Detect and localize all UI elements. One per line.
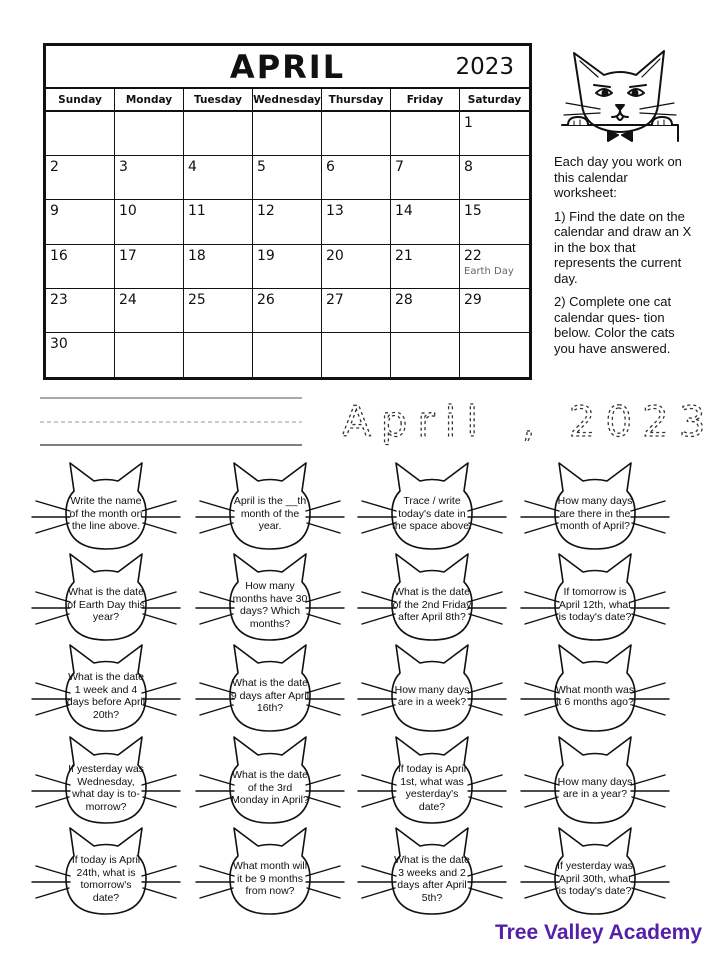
calendar-day-cell[interactable] [460, 289, 529, 333]
cat-question-text: What is the date of the 2nd Friday after April 8th? [392, 586, 472, 624]
calendar-day-number: 23 [50, 291, 68, 308]
calendar-day-number: 2 [50, 159, 59, 176]
calendar-day-cell[interactable] [253, 200, 322, 244]
calendar-day-cell[interactable] [115, 200, 184, 244]
cat-question-card[interactable] [352, 552, 512, 646]
calendar-day-cell[interactable] [322, 156, 391, 200]
weekday-header: Sunday [46, 89, 115, 112]
cat-question-text: Trace / write today's date in the space above. [392, 495, 472, 533]
calendar-day-cell[interactable] [115, 289, 184, 333]
calendar-day-cell[interactable] [184, 156, 253, 200]
calendar-month-title: APRIL [229, 48, 346, 86]
cat-question-card[interactable] [26, 552, 186, 646]
calendar-day-number: 21 [395, 247, 413, 264]
calendar-day-cell[interactable] [184, 200, 253, 244]
calendar-day-cell[interactable] [184, 333, 253, 377]
calendar-day-number: 28 [395, 291, 413, 308]
instructions-step-1: 1) Find the date on the calendar and draw an X in the box that represents the current day. [554, 208, 692, 286]
calendar-day-number: 19 [257, 247, 275, 264]
calendar-day-cell[interactable] [253, 333, 322, 377]
calendar-day-cell[interactable] [46, 156, 115, 200]
calendar-day-number: 12 [257, 203, 275, 220]
calendar-day-number: 10 [119, 203, 137, 220]
cat-question-card[interactable] [26, 826, 186, 920]
cat-question-card[interactable] [26, 643, 186, 737]
cat-question-card[interactable] [26, 735, 186, 829]
calendar-day-number: 11 [188, 203, 206, 220]
calendar-day-cell[interactable] [460, 333, 529, 377]
calendar-day-cell[interactable] [460, 156, 529, 200]
weekday-header: Tuesday [184, 89, 253, 112]
cat-question-card[interactable] [515, 826, 675, 920]
calendar-day-number: 1 [464, 115, 473, 131]
calendar-day-cell[interactable] [322, 245, 391, 289]
cat-question-card[interactable] [515, 735, 675, 829]
trace-year: , 2023 [522, 397, 716, 446]
instructions-step-2: 2) Complete one cat calendar ques- tion below. Color the cats you have answered. [554, 294, 675, 356]
calendar-day-cell[interactable] [322, 289, 391, 333]
cat-question-card[interactable] [26, 461, 186, 555]
calendar-day-cell[interactable] [253, 289, 322, 333]
cat-question-text: If today is April 24th, what is tomorrow's date? [71, 854, 141, 904]
calendar-day-cell[interactable] [391, 289, 460, 333]
cat-question-text: Write the name of the month on the line above. [69, 495, 143, 533]
cat-question-card[interactable] [515, 552, 675, 646]
cat-question-text: If yesterday was April 30th, what is today's date? [557, 860, 633, 898]
instructions [554, 154, 694, 364]
calendar-day-number: 9 [50, 203, 59, 220]
cat-question-text: What month was it 6 months ago? [555, 683, 635, 708]
brand-logo-text: Tree Valley Academy [494, 921, 702, 944]
trace-date-text[interactable] [342, 396, 716, 446]
calendar-grid [46, 89, 529, 377]
calendar-day-number: 30 [50, 335, 68, 352]
calendar-day-cell[interactable] [460, 200, 529, 244]
cat-question-card[interactable] [190, 826, 350, 920]
cat-question-text: How many months have 30 days? Which months? [232, 580, 308, 630]
calendar-day-cell[interactable] [253, 245, 322, 289]
calendar-day-cell[interactable] [115, 156, 184, 200]
cat-question-text: How many days are in a year? [557, 775, 633, 800]
calendar-day-cell[interactable] [46, 200, 115, 244]
calendar-day-number: 20 [326, 247, 344, 264]
calendar-day-cell[interactable] [391, 156, 460, 200]
calendar-day-number: 8 [464, 159, 473, 176]
calendar-day-number: 5 [257, 159, 266, 176]
calendar [43, 43, 532, 380]
cat-question-card[interactable] [190, 552, 350, 646]
calendar-day-cell[interactable] [115, 245, 184, 289]
cat-question-card[interactable] [352, 461, 512, 555]
weekday-header: Thursday [322, 89, 391, 112]
calendar-day-cell[interactable] [391, 333, 460, 377]
calendar-day-number: 26 [257, 291, 275, 308]
calendar-day-number: 24 [119, 291, 137, 308]
cat-question-text: What is the date 1 week and 4 days before April 20th? [66, 671, 146, 721]
cat-question-card[interactable] [515, 461, 675, 555]
calendar-day-cell[interactable] [46, 289, 115, 333]
cat-question-card[interactable] [190, 735, 350, 829]
calendar-year: 2023 [455, 54, 514, 80]
calendar-day-cell[interactable] [391, 200, 460, 244]
calendar-day-cell[interactable] [460, 245, 529, 289]
cat-question-card[interactable] [352, 735, 512, 829]
calendar-day-cell[interactable] [115, 333, 184, 377]
cat-question-text: April is the __th month of the year. [233, 495, 307, 533]
calendar-day-number: 18 [188, 247, 206, 264]
cat-question-text: If today is April 1st, what was yesterday's date? [397, 763, 467, 813]
weekday-header: Friday [391, 89, 460, 112]
calendar-day-cell[interactable] [184, 112, 253, 156]
calendar-day-cell[interactable] [46, 333, 115, 377]
calendar-day-number: 17 [119, 247, 137, 264]
handwriting-lines[interactable] [40, 397, 302, 447]
cat-question-card[interactable] [190, 643, 350, 737]
calendar-day-number: 25 [188, 291, 206, 308]
calendar-day-number: 3 [119, 159, 128, 176]
weekday-header: Monday [115, 89, 184, 112]
trace-month: April [342, 397, 488, 446]
cat-question-text: What is the date 3 weeks and 2 days after April 5th? [394, 854, 470, 904]
cat-peeking-illustration [560, 45, 680, 145]
calendar-day-number: 7 [395, 159, 404, 176]
calendar-header [46, 46, 529, 89]
calendar-day-number: 22 [464, 247, 482, 264]
instructions-intro: Each day you work on this calendar worksheet: [554, 154, 682, 200]
cat-question-text: What month will it be 9 months from now? [232, 860, 308, 898]
calendar-day-number: 14 [395, 203, 413, 220]
calendar-day-cell[interactable] [322, 112, 391, 156]
cat-question-card[interactable] [190, 461, 350, 555]
calendar-day-cell[interactable] [115, 112, 184, 156]
calendar-day-cell[interactable] [322, 333, 391, 377]
cat-question-card[interactable] [515, 643, 675, 737]
calendar-day-number: 15 [464, 203, 482, 220]
calendar-day-cell[interactable] [253, 156, 322, 200]
holiday-label: Earth Day [464, 265, 514, 277]
calendar-day-cell[interactable] [184, 289, 253, 333]
cat-question-card[interactable] [352, 643, 512, 737]
cat-question-card[interactable] [352, 826, 512, 920]
calendar-day-cell[interactable] [253, 112, 322, 156]
cat-question-text: What is the date of Earth Day this year? [67, 586, 145, 624]
calendar-day-number: 16 [50, 247, 68, 264]
calendar-day-cell[interactable] [46, 112, 115, 156]
calendar-day-cell[interactable] [46, 245, 115, 289]
calendar-day-number: 6 [326, 159, 335, 176]
calendar-day-cell[interactable] [184, 245, 253, 289]
calendar-day-cell[interactable] [322, 200, 391, 244]
calendar-day-cell[interactable] [391, 112, 460, 156]
cat-question-text: If yesterday was Wednesday, what day is to- morrow? [68, 763, 144, 813]
cat-question-text: How many days are there in the month of April? [557, 495, 633, 533]
calendar-day-number: 4 [188, 159, 197, 176]
calendar-day-number: 29 [464, 291, 482, 308]
weekday-header: Wednesday [253, 89, 322, 112]
cat-question-text: What is the date of the 3rd Monday in April? [231, 769, 309, 807]
weekday-header: Saturday [460, 89, 529, 112]
calendar-day-cell[interactable] [391, 245, 460, 289]
calendar-day-cell[interactable] [460, 112, 529, 156]
cat-question-text: How many days are in a week? [394, 683, 470, 708]
calendar-day-number: 13 [326, 203, 344, 220]
cat-question-text: If tomorrow is April 12th, what is today's date? [558, 586, 632, 624]
cat-question-text: What is the date 9 days after April 16th? [230, 677, 310, 715]
calendar-day-number: 27 [326, 291, 344, 308]
